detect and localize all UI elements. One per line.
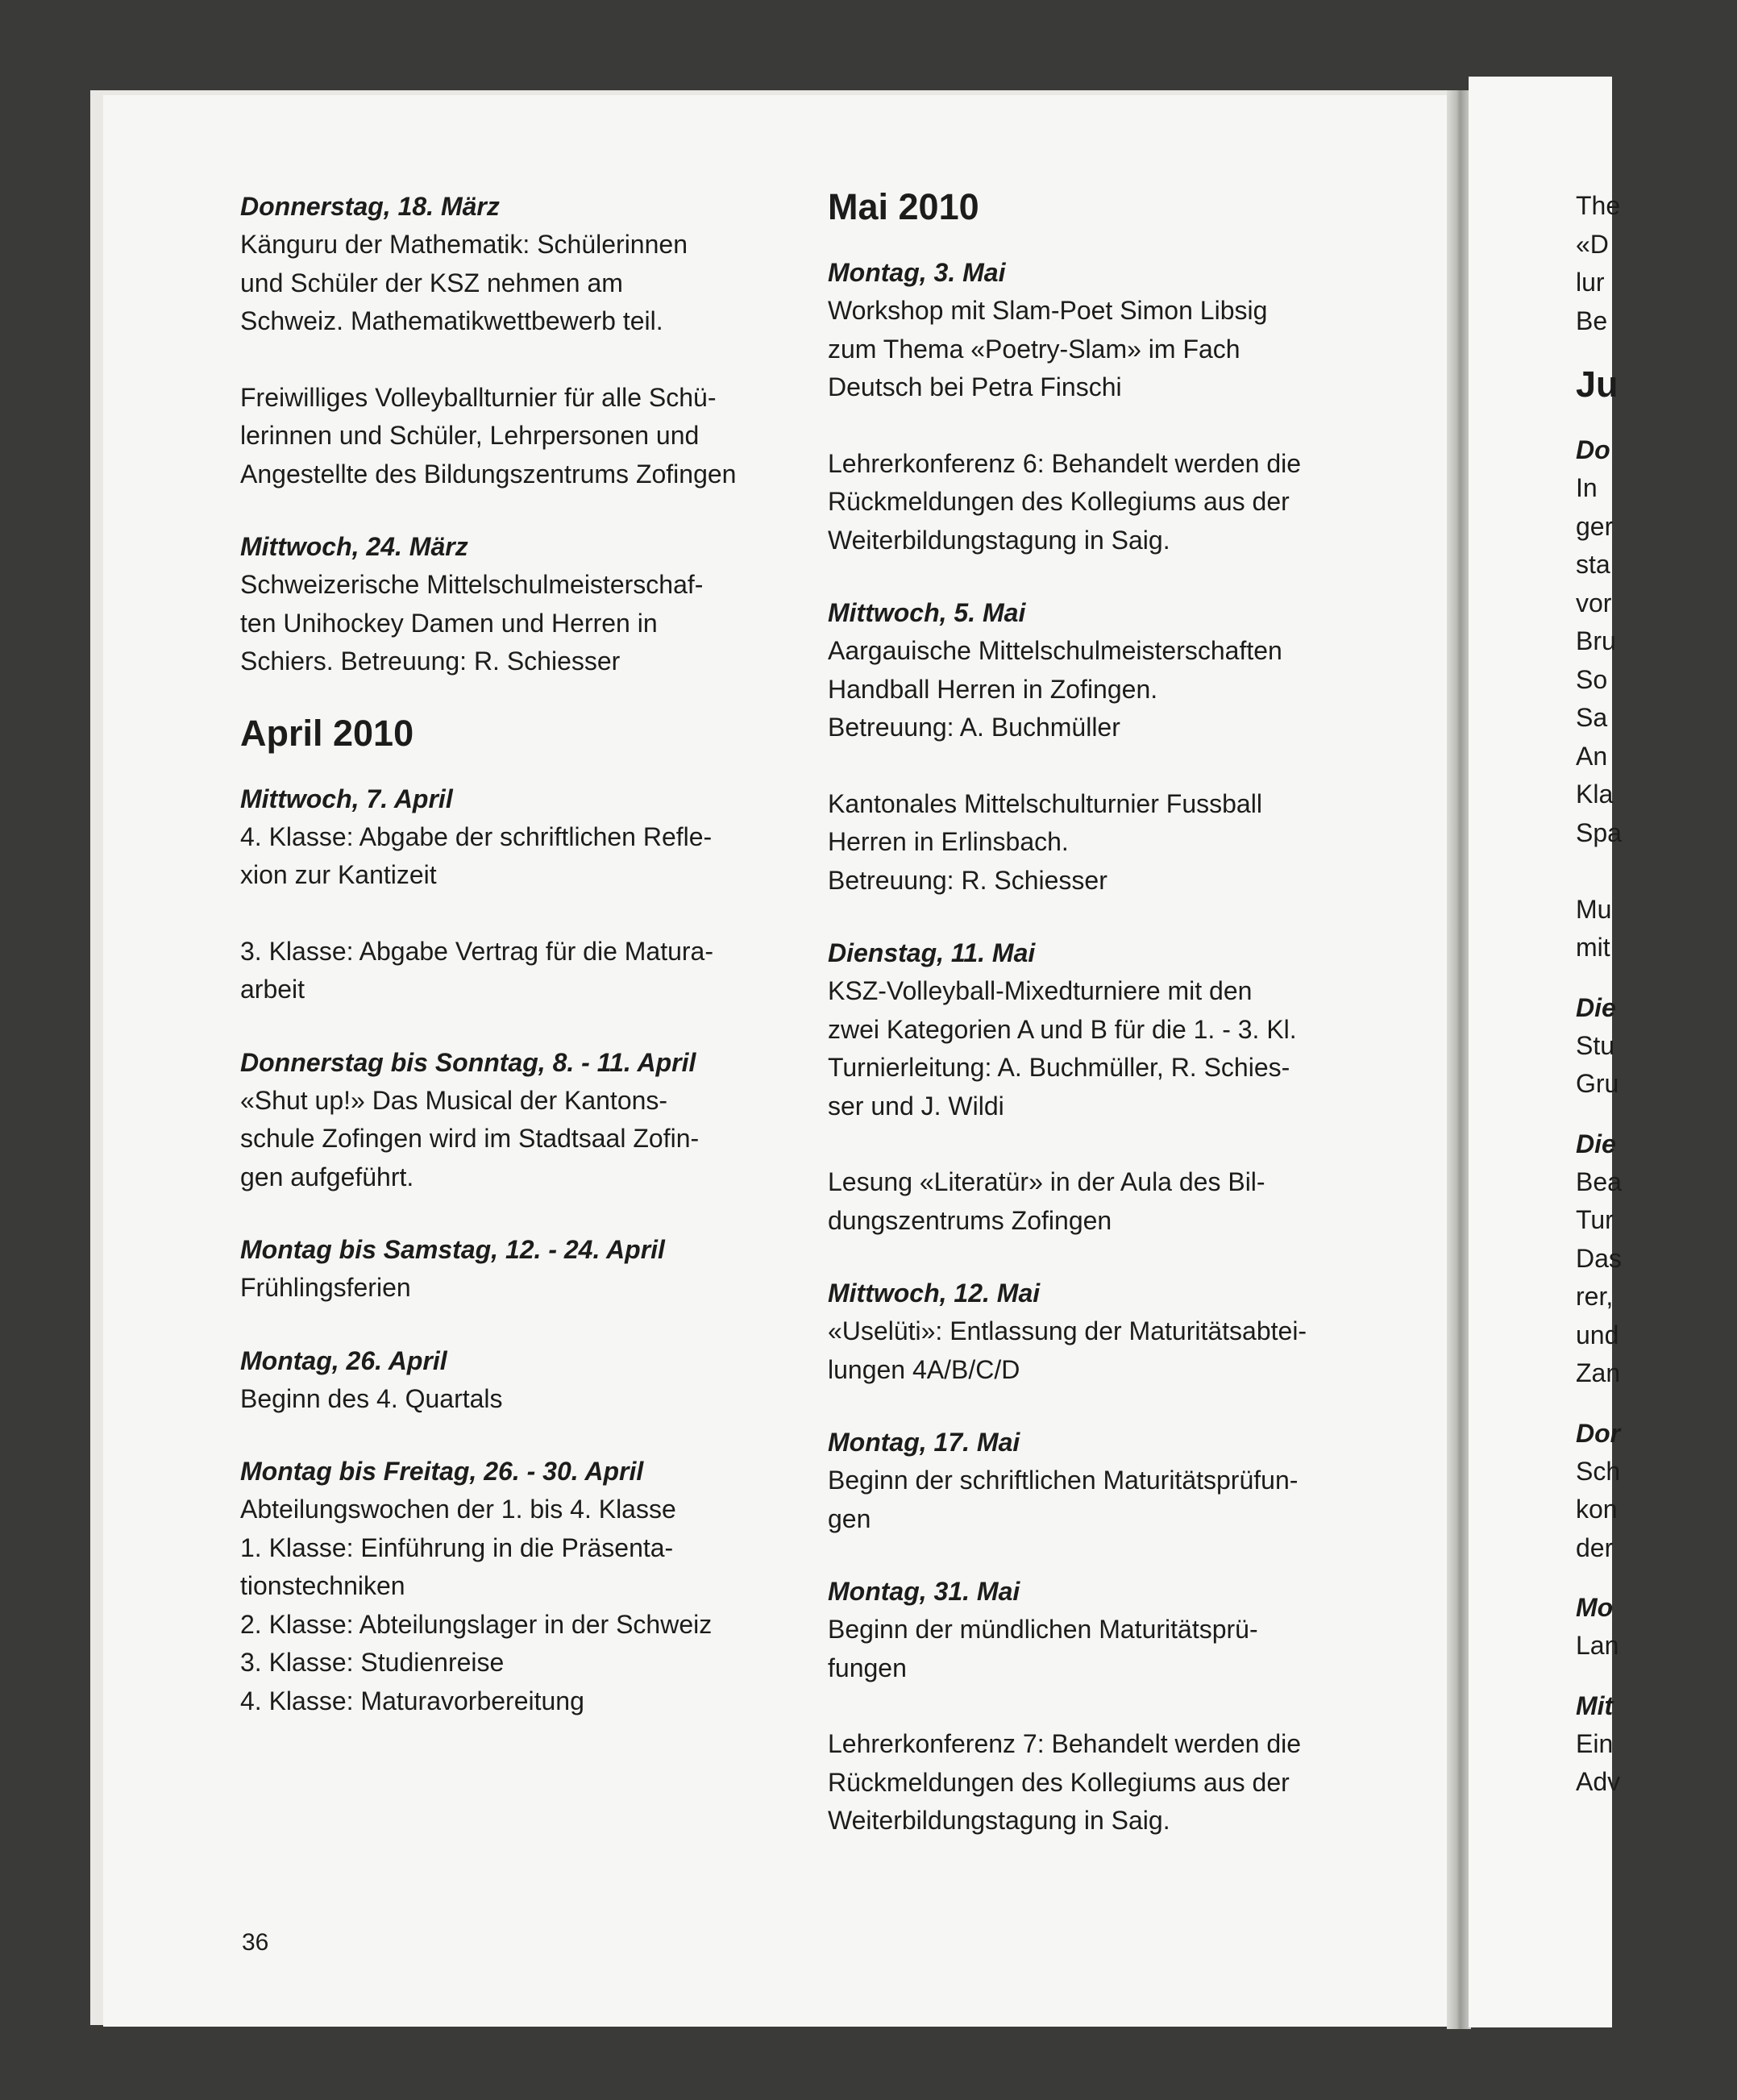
fragment-line: Ein xyxy=(1576,1728,1614,1758)
entry-text: Lehrerkonferenz 7: Behandelt werden die Rückmeldungen des Kollegiums aus der Weiterbildungstagung in Saig. xyxy=(828,1729,1302,1835)
paragraph-gap xyxy=(828,747,1376,785)
entry-text: 3. Klasse: Abgabe Vertrag für die Matura- arbeit xyxy=(240,936,713,1004)
calendar-entry xyxy=(828,1572,1376,1840)
fragment-line: In xyxy=(1576,473,1598,502)
entry-text: Beginn der mündlichen Maturitätsprü- fungen xyxy=(828,1615,1258,1682)
fragment-line: rer, xyxy=(1576,1282,1614,1311)
fragment-line: Sch xyxy=(1576,1456,1621,1486)
fragment-date: Do xyxy=(1576,435,1610,464)
fragment-line: Gru xyxy=(1576,1069,1619,1098)
entry-date: Mittwoch, 7. April xyxy=(240,784,453,813)
month-heading: Mai 2010 xyxy=(828,186,979,227)
entry-date: Donnerstag, 18. März xyxy=(240,192,500,221)
paragraph-gap xyxy=(828,1125,1376,1163)
fragment-line: Stu xyxy=(1576,1030,1615,1060)
paragraph-gap xyxy=(828,407,1376,445)
entry-date: Montag, 17. Mai xyxy=(828,1428,1020,1457)
entry-text: Lehrerkonferenz 6: Behandelt werden die Rückmeldungen des Kollegiums aus der Weiterbildungstagung in Saig. xyxy=(828,448,1302,555)
entry-text: «Shut up!» Das Musical der Kantons- schule Zofingen wird im Stadtsaal Zofin- gen aufgeführt. xyxy=(240,1085,700,1191)
entry-text: Kantonales Mittelschulturnier Fussball Herren in Erlinsbach. Betreuung: R. Schiesser xyxy=(828,788,1262,895)
fragment-date: Mo xyxy=(1576,1593,1614,1622)
entry-text: Aargauische Mittelschulmeisterschaften Handball Herren in Zofingen. Betreuung: A. Buchmüller xyxy=(828,636,1282,742)
month-heading: April 2010 xyxy=(240,712,414,754)
fragment-line: An xyxy=(1576,741,1608,771)
calendar-entry xyxy=(240,1230,788,1308)
fragment-entry xyxy=(1576,1125,1737,1393)
entry-text: Känguru der Mathematik: Schülerinnen und Schüler der KSZ nehmen am Schweiz. Mathematikwettbewerb teil. xyxy=(240,230,688,335)
calendar-entry xyxy=(828,934,1376,1240)
calendar-entry xyxy=(828,593,1376,900)
fragment-line: mit xyxy=(1576,933,1610,962)
right-column-fragment xyxy=(1576,187,1737,1823)
fragment-line: Adv xyxy=(1576,1767,1621,1796)
fragment-line: Tur xyxy=(1576,1205,1614,1234)
entry-text: Beginn des 4. Quartals xyxy=(240,1383,503,1413)
calendar-entry xyxy=(828,1274,1376,1389)
fragment-line: und xyxy=(1576,1320,1619,1349)
entry-text: Schweizerische Mittelschulmeisterschaf- ten Unihockey Damen und Herren in Schiers. Betreuung: R. Schiesser xyxy=(240,570,704,676)
fragment-line: Bea xyxy=(1576,1166,1622,1196)
fragment-line: lur xyxy=(1576,268,1605,297)
fragment-line: Lan xyxy=(1576,1631,1619,1660)
entry-text: KSZ-Volleyball-Mixedturniere mit den zwei Kategorien A und B für die 1. - 3. Kl. Turnierleitung: A. Buchmüller, R. Schies- ser und J. Wildi xyxy=(828,976,1297,1121)
fragment-line: So xyxy=(1576,664,1608,694)
fragment-date: Mit xyxy=(1576,1690,1614,1720)
fragment-line: Kla xyxy=(1576,780,1614,809)
calendar-entry xyxy=(240,187,788,493)
fragment-entry xyxy=(1576,988,1737,1104)
entry-text: Frühlingsferien xyxy=(240,1273,411,1302)
page-number: 36 xyxy=(242,1929,269,1956)
calendar-entry xyxy=(240,1341,788,1419)
fragment-line: Be xyxy=(1576,306,1608,335)
calendar-entry xyxy=(828,1423,1376,1538)
entry-text: Lesung «Literatür» in der Aula des Bil- dungszentrums Zofingen xyxy=(828,1167,1265,1235)
fragment-line: Bru xyxy=(1576,626,1616,655)
entry-date: Mittwoch, 5. Mai xyxy=(828,598,1026,627)
fragment-line: Mu xyxy=(1576,894,1612,924)
right-page-clip xyxy=(1469,77,1622,2027)
fragment-line: ger xyxy=(1576,511,1614,541)
left-column xyxy=(240,187,788,1754)
entry-text: 4. Klasse: Abgabe der schriftlichen Refle- xion zur Kantizeit xyxy=(240,821,713,889)
entry-text: «Uselüti»: Entlassung der Maturitätsabtei- lungen 4A/B/C/D xyxy=(828,1316,1307,1384)
entry-date: Dienstag, 11. Mai xyxy=(828,938,1036,967)
fragment-date: Die xyxy=(1576,1129,1616,1158)
fragment-line: der xyxy=(1576,1532,1614,1562)
fragment-line: Spa xyxy=(1576,817,1622,847)
fragment-date: Die xyxy=(1576,992,1616,1022)
fragment-line: sta xyxy=(1576,550,1610,579)
entry-text: Workshop mit Slam-Poet Simon Libsig zum Thema «Poetry-Slam» im Fach Deutsch bei Petra Finschi xyxy=(828,296,1268,401)
fragment-line: «D xyxy=(1576,229,1609,259)
fragment-line: Zan xyxy=(1576,1358,1621,1387)
fragment-entry xyxy=(1576,1588,1737,1665)
fragment-month-heading: Ju xyxy=(1576,364,1619,405)
fragment-line: The xyxy=(1576,191,1621,220)
paragraph-gap xyxy=(240,341,788,379)
entry-text: Beginn der schriftlichen Maturitätsprüfun- gen xyxy=(828,1466,1299,1533)
entry-date: Donnerstag bis Sonntag, 8. - 11. April xyxy=(240,1047,696,1077)
calendar-entry xyxy=(240,1452,788,1720)
entry-date: Mittwoch, 12. Mai xyxy=(828,1279,1041,1308)
fragment-entry xyxy=(1576,430,1737,967)
fragment-line: Das xyxy=(1576,1243,1622,1273)
book-gutter xyxy=(1447,90,1471,2029)
paragraph-gap xyxy=(828,1687,1376,1725)
entry-date: Mittwoch, 24. März xyxy=(240,532,468,561)
calendar-entry xyxy=(240,780,788,1009)
middle-column xyxy=(828,187,1376,1874)
calendar-entry xyxy=(240,527,788,681)
fragment-entry xyxy=(1576,1686,1737,1802)
calendar-entry xyxy=(828,253,1376,559)
calendar-entry xyxy=(240,1043,788,1197)
entry-date: Montag bis Freitag, 26. - 30. April xyxy=(240,1457,644,1486)
fragment-date: Dor xyxy=(1576,1418,1621,1448)
fragment-entry xyxy=(1576,1414,1737,1568)
fragment-line: kon xyxy=(1576,1495,1618,1524)
entry-date: Montag bis Samstag, 12. - 24. April xyxy=(240,1235,665,1264)
entry-date: Montag, 26. April xyxy=(240,1345,447,1375)
fragment-line: vor xyxy=(1576,588,1612,618)
entry-date: Montag, 3. Mai xyxy=(828,258,1006,287)
fragment-line: Sa xyxy=(1576,703,1608,732)
entry-text: Freiwilliges Volleyballturnier für alle Schü- lerinnen und Schüler, Lehrpersonen und Angestellte des Bildungszentrums Zofingen xyxy=(240,382,737,489)
entry-date: Montag, 31. Mai xyxy=(828,1577,1020,1606)
entry-text: Abteilungswochen der 1. bis 4. Klasse 1. Klasse: Einführung in die Präsenta- tionstechniken 2. Klasse: Abteilungslager in der Schweiz 3. Klasse: Studienreise 4. Klasse: Maturavorbereitung xyxy=(240,1495,713,1715)
fragment-line xyxy=(1576,852,1737,891)
paragraph-gap xyxy=(240,895,788,933)
